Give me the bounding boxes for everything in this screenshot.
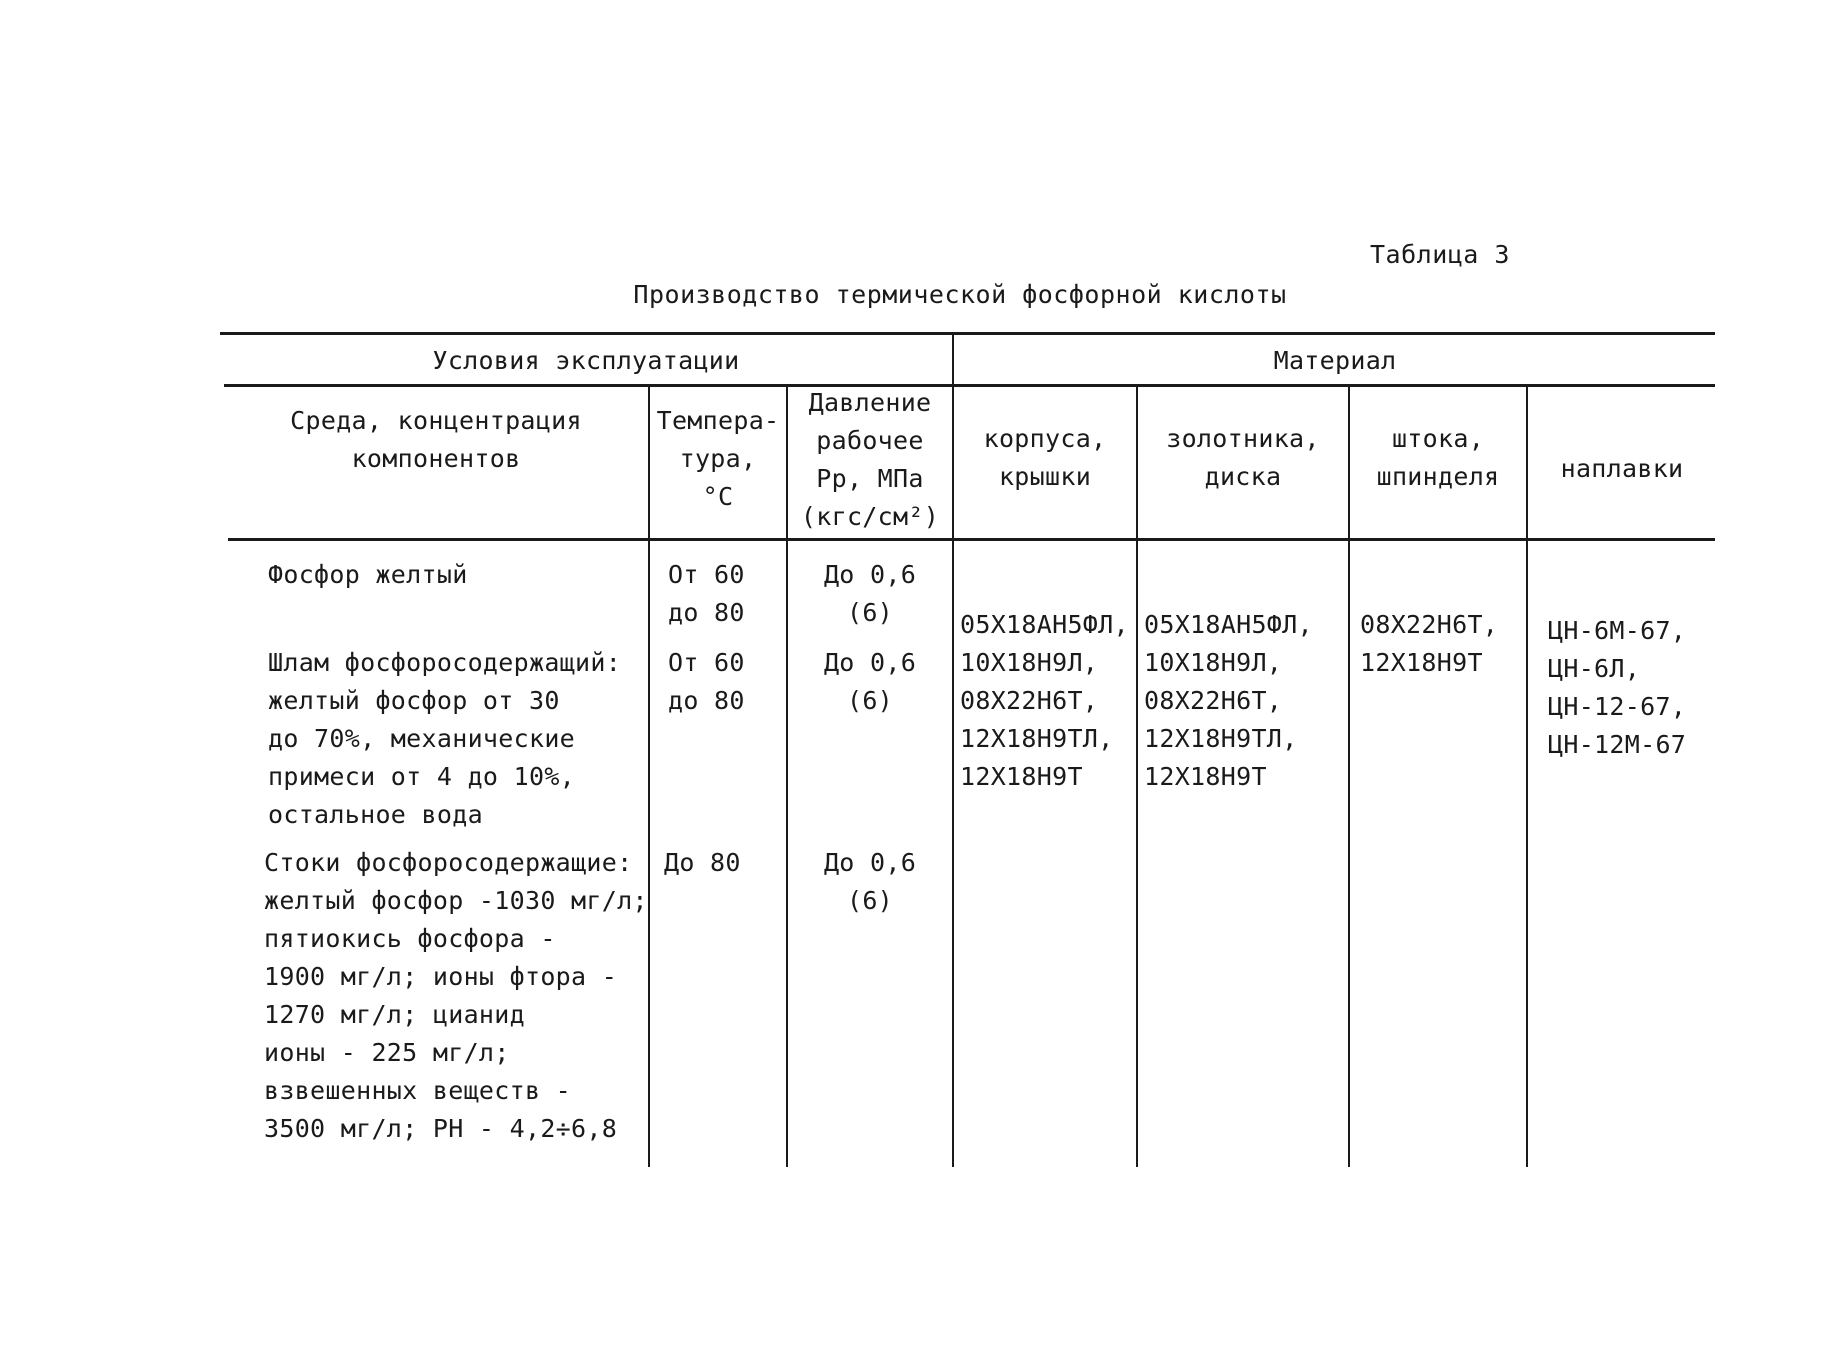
group-divider-line bbox=[952, 335, 954, 1167]
row1-temperature: От 60 до 80 bbox=[668, 560, 745, 627]
col-divider-spool-stem bbox=[1348, 386, 1350, 1167]
header-temperature: Темпера- тура, °С bbox=[656, 406, 780, 511]
spool-material-grades: 05Х18АН5ФЛ, 10Х18Н9Л, 08Х22Н6Т, 12Х18Н9ТЛ, 12Х18Н9Т bbox=[1144, 610, 1313, 791]
header-body-material: корпуса, крышки bbox=[983, 424, 1107, 491]
row2-temperature: От 60 до 80 bbox=[668, 648, 745, 715]
header-stem-material: штока, шпинделя bbox=[1376, 424, 1500, 491]
col-divider-body-spool bbox=[1136, 386, 1138, 1167]
group-header-rule bbox=[224, 384, 1715, 387]
row3-medium: Стоки фосфоросодержащие: желтый фосфор -1030 мг/л; пятиокись фосфора - 1900 мг/л; ионы фтора - 1270 мг/л; цианид ионы - 225 мг/л; взвешенных веществ - 3500 мг/л; PH - 4,2÷6,8 bbox=[264, 848, 648, 1143]
header-material: Материал bbox=[1273, 346, 1397, 375]
stem-material-grades: 08Х22Н6Т, 12Х18Н9Т bbox=[1360, 610, 1499, 677]
col-divider-medium-temp bbox=[648, 386, 650, 1167]
row1-pressure: До 0,6 (6) bbox=[823, 560, 917, 627]
row2-medium: Шлам фосфоросодержащий: желтый фосфор от 30 до 70%, механические примеси от 4 до 10%, остальное вода bbox=[268, 648, 622, 829]
row3-temperature: До 80 bbox=[664, 848, 741, 877]
col-divider-temp-pressure bbox=[786, 386, 788, 1167]
header-spool-material: золотника, диска bbox=[1166, 424, 1320, 491]
row3-pressure: До 0,6 (6) bbox=[823, 848, 917, 915]
column-header-rule bbox=[228, 538, 1715, 541]
table-title: Производство термической фосфорной кислоты bbox=[633, 280, 1287, 309]
header-pressure: Давление рабочее Pр, МПа (кгс/см²) bbox=[800, 388, 940, 531]
body-material-grades: 05Х18АН5ФЛ, 10Х18Н9Л, 08Х22Н6Т, 12Х18Н9ТЛ, 12Х18Н9Т bbox=[960, 610, 1129, 791]
header-hardfacing-material: наплавки bbox=[1560, 454, 1684, 483]
col-divider-stem-hardfacing bbox=[1526, 386, 1528, 1167]
table-number-label: Таблица 3 bbox=[1370, 240, 1510, 269]
header-operating-conditions: Условия эксплуатации bbox=[432, 346, 740, 375]
table-top-rule bbox=[220, 332, 1715, 335]
header-medium: Среда, концентрация компонентов bbox=[290, 406, 582, 473]
row2-pressure: До 0,6 (6) bbox=[823, 648, 917, 715]
hardfacing-material-grades: ЦН-6М-67, ЦН-6Л, ЦН-12-67, ЦН-12М-67 bbox=[1548, 616, 1687, 759]
row1-medium: Фосфор желтый bbox=[268, 560, 468, 589]
